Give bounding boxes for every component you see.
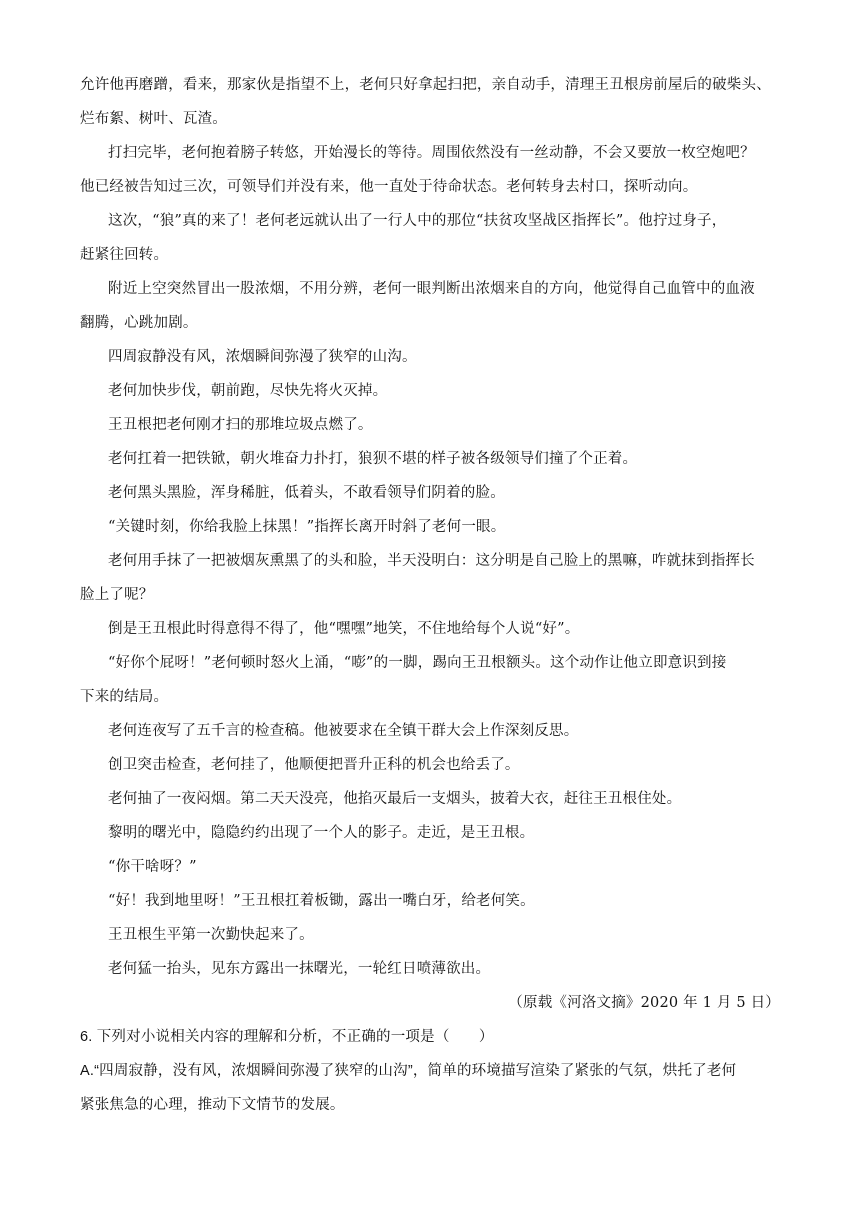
paragraph-line: 老何猛一抬头，见东方露出一抹曙光，一轮红日喷薄欲出。 — [108, 961, 491, 977]
paragraph-line: 赶紧往回转。 — [80, 247, 169, 263]
paragraph-line: 创卫突击检查，老何挂了，他顺便把晋升正科的机会也给丢了。 — [108, 757, 520, 773]
paragraph-line: 附近上空突然冒出一股浓烟，不用分辨，老何一眼判断出浓烟来自的方向，他觉得自己血管中的血液 — [108, 281, 755, 297]
paragraph-line: 他已经被告知过三次，可领导们并没有来，他一直处于待命状态。老何转身去村口，探听动向。 — [80, 179, 698, 195]
paragraph-line: 老何扛着一把铁锨，朝火堆奋力扑打，狼狈不堪的样子被各级领导们撞了个正着。 — [108, 451, 638, 467]
paragraph-line: 老何抽了一夜闷烟。第二天天没亮，他掐灭最后一支烟头，披着大衣，赶往王丑根住处。 — [108, 791, 682, 807]
option-a-line: A.“四周寂静，没有风，浓烟瞬间弥漫了狭窄的山沟”，简单的环境描写渲染了紧张的气氛，烘托了老何 — [80, 1063, 737, 1079]
paragraph-line: 老何连夜写了五千言的检查稿。他被要求在全镇干群大会上作深刻反思。 — [108, 723, 579, 739]
paragraph-line: 下来的结局。 — [80, 689, 169, 705]
paragraph-line: 烂布絮、树叶、瓦渣。 — [80, 111, 227, 127]
paragraph-line: 老何黑头黑脸，浑身稀脏，低着头，不敢看领导们阴着的脸。 — [108, 485, 505, 501]
question-stem: 6. 下列对小说相关内容的理解和分析，不正确的一项是（ ） — [80, 1029, 494, 1045]
paragraph-line: 黎明的曙光中，隐隐约约出现了一个人的影子。走近，是王丑根。 — [108, 825, 535, 841]
paragraph-line: 王丑根生平第一次勤快起来了。 — [108, 927, 314, 943]
paragraph-line: 王丑根把老何刚才扫的那堆垃圾点燃了。 — [108, 417, 373, 433]
paragraph-line: “关键时刻，你给我脸上抹黑！”指挥长离开时斜了老何一眼。 — [108, 519, 506, 535]
paragraph-line: 这次，“狼”真的来了！老何老远就认出了一行人中的那位“扶贫攻坚战区指挥长”。他拧过身子， — [108, 213, 727, 229]
paragraph-line: 老何用手抹了一把被烟灰熏黑了的头和脸，半天没明白：这分明是自己脸上的黑嘛，咋就抹到指挥长 — [108, 553, 755, 569]
option-a-line: 紧张焦急的心理，推动下文情节的发展。 — [80, 1097, 345, 1113]
paragraph-line: 打扫完毕，老何抱着膀子转悠，开始漫长的等待。周围依然没有一丝动静，不会又要放一枚空炮吧？ — [108, 145, 755, 161]
paragraph-line: “好你个屁呀！”老何顿时怒火上涌，“嘭”的一脚，踢向王丑根额头。这个动作让他立即意识到接 — [108, 655, 727, 671]
paragraph-line: 倒是王丑根此时得意得不得了，他“嘿嘿”地笑，不住地给每个人说“好”。 — [108, 621, 580, 637]
paragraph-line: “你干啥呀？” — [108, 859, 197, 875]
source-citation: （原载《河洛文摘》2020 年 1 月 5 日） — [508, 995, 780, 1011]
paragraph-line: 脸上了呢？ — [80, 587, 154, 603]
paragraph-line: 允许他再磨蹭，看来，那家伙是指望不上，老何只好拿起扫把，亲自动手，清理王丑根房前屋后的破柴头、 — [80, 77, 771, 93]
paragraph-line: 翻腾，心跳加剧。 — [80, 315, 198, 331]
paragraph-line: 四周寂静没有风，浓烟瞬间弥漫了狭窄的山沟。 — [108, 349, 417, 365]
paragraph-line: 老何加快步伐，朝前跑，尽快先将火灭掉。 — [108, 383, 388, 399]
paragraph-line: “好！我到地里呀！”王丑根扛着板锄，露出一嘴白牙，给老何笑。 — [108, 893, 535, 909]
